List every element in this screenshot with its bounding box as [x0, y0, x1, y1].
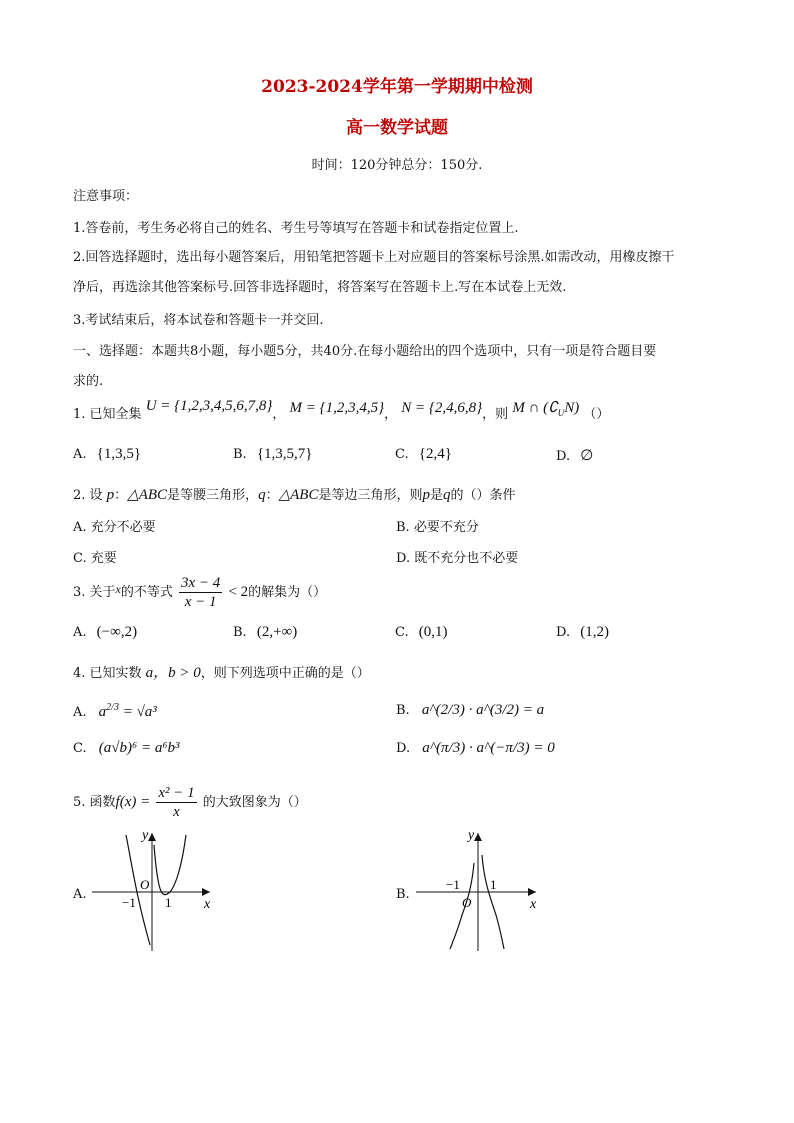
q1-option-d: D. ∅ — [556, 448, 594, 464]
time-info: 时间：120分钟总分：150分. — [311, 158, 483, 173]
q5-a-tick-neg: −1 — [122, 895, 136, 910]
note-item-1: 1.答卷前，考生务必将自己的姓名、考生号等填写在答题卡和试卷指定位置上. — [73, 221, 519, 236]
q2-option-d: D. 既不充分也不必要 — [396, 551, 519, 566]
q1-option-c: C. {2,4} — [395, 446, 452, 462]
q3-option-d: D. (1,2) — [556, 624, 609, 640]
q5-a-origin: O — [140, 877, 150, 892]
q5-b-tick-neg: −1 — [446, 877, 460, 892]
q5-b-tick-pos: 1 — [490, 877, 497, 892]
q4-option-d: D. a^(π/3) · a^(−π/3) = 0 — [396, 740, 555, 756]
notes-heading: 注意事项： — [73, 189, 139, 204]
q4-option-c: C. (a√b)⁶ = a⁶b³ — [73, 740, 180, 756]
q2-option-a: A. 充分不必要 — [73, 520, 156, 535]
section-heading-line2: 求的. — [73, 374, 104, 389]
question-5: 5. 函数f(x) = $\frac{\text{x² − 1}}{x}$ 的大致图象为（） — [73, 785, 307, 820]
q5-b-x-label: x — [530, 897, 537, 912]
q5-graph-b — [412, 825, 542, 955]
question-2: 2. 设 p：△ABC是等腰三角形，q：△ABC是等边三角形，则p是q的（）条件 — [73, 487, 516, 503]
exam-title: 2023-2024学年第一学期期中检测 — [261, 77, 533, 97]
q5-b-y-label: y — [468, 828, 475, 843]
q4-option-a: A. $a^{2/3} = √a^3$ — [73, 702, 157, 720]
q5-fraction: $\frac{\text{x² − 1}}{x}$ — [158, 785, 195, 820]
q1-set-u: U = {1,2,3,4,5,6,7,8} — [145, 398, 273, 414]
q4-option-b: B. a^(2/3) · a^(3/2) = a — [396, 702, 545, 718]
q2-option-c: C. 充要 — [73, 551, 117, 566]
note-item-2b: 净后，再选涂其他答案标号.回答非选择题时，将答案写在答题卡上.写在本试卷上无效. — [73, 280, 567, 295]
note-item-2a: 2.回答选择题时，选出每小题答案后，用铅笔把答题卡上对应题目的答案标号涂黑.如需改动，用橡皮擦干 — [73, 250, 675, 265]
note-item-3: 3.考试结束后，将本试卷和答题卡一并交回. — [73, 313, 324, 328]
question-4: 4. 已知实数 a，b > 0，则下列选项中正确的是（） — [73, 665, 370, 681]
q1-blank: （） — [583, 407, 610, 422]
question-3: 3. 关于x的不等式 $\frac{3x - 4}{x - 1}$ < 2的解集为（） — [73, 575, 327, 610]
q1-option-a: A. {1,3,5} — [73, 446, 142, 462]
q1-set-m: M = {1,2,3,4,5} — [289, 400, 385, 416]
q3-option-b: B. (2,+∞) — [233, 624, 298, 640]
q5-a-x-label: x — [204, 897, 211, 912]
q2-option-b: B. 必要不充分 — [396, 520, 479, 535]
q1-set-n: N = {2,4,6,8} — [401, 400, 483, 416]
exam-subtitle: 高一数学试题 — [346, 118, 448, 138]
q3-option-a: A. (−∞,2) — [73, 624, 138, 640]
q5-a-tick-pos: 1 — [165, 895, 172, 910]
question-1: 1. 已知全集 U = {1,2,3,4,5,6,7,8}， M = {1,2,3,4,5}， N = {2,4,6,8}，则 M ∩ $(∁_UN)$ （） — [73, 398, 610, 422]
q5-option-b-label: B. — [396, 887, 410, 902]
q1-expression: M ∩ $(∁_UN)$ — [512, 400, 580, 418]
q3-option-c: C. (0,1) — [395, 624, 448, 640]
q5-b-origin: O — [462, 895, 472, 910]
q5-graph-a — [88, 825, 218, 955]
section-heading-line1: 一、选择题：本题共8小题，每小题5分，共40分.在每小题给出的四个选项中，只有一项是符合题目要 — [73, 344, 657, 359]
q1-option-b: B. {1,3,5,7} — [233, 446, 313, 462]
q5-a-y-label: y — [142, 828, 149, 843]
q3-fraction: $\frac{3x - 4}{x - 1}$ — [181, 575, 221, 610]
q1-then: ，则 — [482, 407, 509, 422]
q1-prefix: 1. 已知全集 — [73, 407, 142, 422]
q5-option-a-label: A. — [73, 887, 87, 902]
